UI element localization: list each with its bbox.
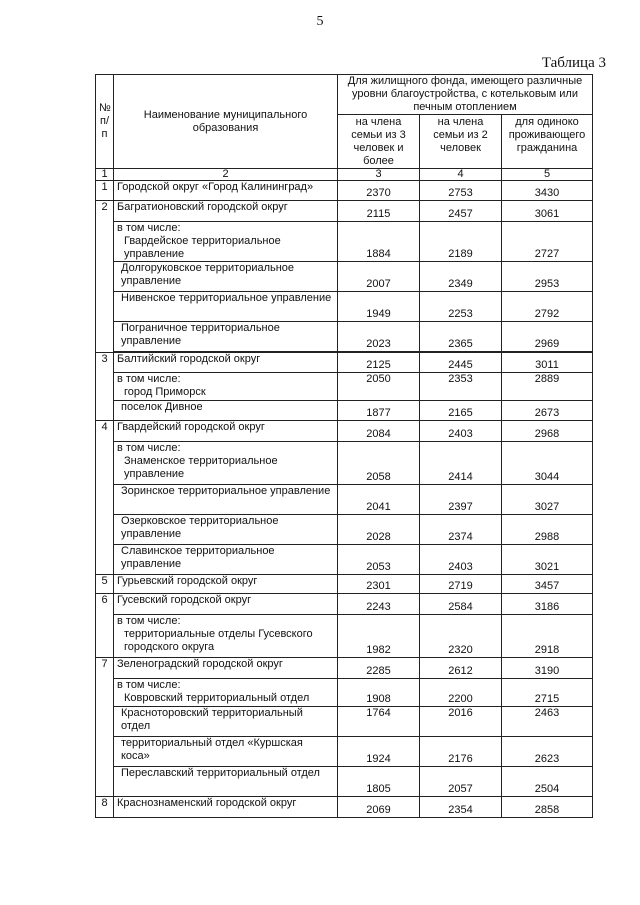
- table-row: [96, 615, 593, 658]
- value-col-5: 2889: [502, 373, 593, 401]
- row-name: Краснознаменский городской округ: [114, 797, 338, 818]
- row-name: Озерковское территориальное управление: [114, 515, 338, 545]
- in-that-number-label: в том числе:: [117, 373, 181, 385]
- value-col-4: 2719: [420, 575, 502, 594]
- value-col-3: 1924: [338, 737, 420, 767]
- row-name: [114, 373, 338, 401]
- table-row: [96, 575, 593, 594]
- table-row: [96, 292, 593, 322]
- value-col-4: 2403: [420, 421, 502, 442]
- row-name: Городской округ «Город Калининград»: [114, 181, 338, 201]
- row-name: Нивенское территориальное управление: [114, 292, 338, 322]
- row-name: Славинское территориальное управление: [114, 545, 338, 575]
- value-col-3: 2285: [338, 658, 420, 679]
- value-col-5: 2792: [502, 292, 593, 322]
- value-col-4: 2457: [420, 201, 502, 222]
- value-col-3: 2023: [338, 322, 420, 352]
- header-col-group: Для жилищного фонда, имеющего различные уровни благоустройства, с котельковым или печным отоплением: [338, 75, 593, 115]
- value-col-3: 1764: [338, 707, 420, 737]
- table-row: [96, 373, 593, 401]
- row-number: 7: [96, 658, 114, 797]
- table-row: [96, 353, 593, 373]
- value-col-3: 2053: [338, 545, 420, 575]
- value-col-3: 2115: [338, 201, 420, 222]
- value-col-5: 2623: [502, 737, 593, 767]
- in-that-number-label: в том числе:: [117, 679, 181, 691]
- value-col-4: 2584: [420, 594, 502, 615]
- column-number: 5: [502, 169, 593, 181]
- table-row: [96, 797, 593, 818]
- table-row: [96, 594, 593, 615]
- column-number: 4: [420, 169, 502, 181]
- in-that-number-label: в том числе:: [117, 615, 181, 627]
- value-col-5: 2858: [502, 797, 593, 818]
- row-name: Багратионовский городской округ: [114, 201, 338, 222]
- row-name: Переславский территориальный отдел: [114, 767, 338, 797]
- value-col-5: 3027: [502, 485, 593, 515]
- value-col-3: 2301: [338, 575, 420, 594]
- table-row: [96, 222, 593, 262]
- row-number: 1: [96, 181, 114, 201]
- value-col-4: 2165: [420, 401, 502, 421]
- value-col-3: 1949: [338, 292, 420, 322]
- row-name: Красноторовский территориальный отдел: [114, 707, 338, 737]
- value-col-4: 2397: [420, 485, 502, 515]
- value-col-3: 2041: [338, 485, 420, 515]
- value-col-4: 2353: [420, 373, 502, 401]
- value-col-3: 2069: [338, 797, 420, 818]
- table-row: [96, 515, 593, 545]
- value-col-3: 2084: [338, 421, 420, 442]
- value-col-5: 3190: [502, 658, 593, 679]
- value-col-3: 2243: [338, 594, 420, 615]
- value-col-5: 2504: [502, 767, 593, 797]
- column-number: 1: [96, 169, 114, 181]
- value-col-3: 2058: [338, 442, 420, 485]
- value-col-3: 2007: [338, 262, 420, 292]
- value-col-4: 2253: [420, 292, 502, 322]
- value-col-5: 2463: [502, 707, 593, 737]
- column-number: 2: [114, 169, 338, 181]
- row-name: [114, 442, 338, 485]
- header-col-5: для одиноко проживающего гражданина: [502, 115, 593, 169]
- value-col-4: 2753: [420, 181, 502, 201]
- value-col-5: 2673: [502, 401, 593, 421]
- value-col-5: 3186: [502, 594, 593, 615]
- in-that-number-label: в том числе:: [117, 442, 181, 454]
- row-name: Зеленоградский городской округ: [114, 658, 338, 679]
- value-col-3: 1908: [338, 679, 420, 707]
- value-col-4: 2016: [420, 707, 502, 737]
- value-col-4: 2403: [420, 545, 502, 575]
- table-row: [96, 707, 593, 737]
- column-number: 3: [338, 169, 420, 181]
- value-col-3: 2050: [338, 373, 420, 401]
- row-name: Долгоруковское территориальное управление: [114, 262, 338, 292]
- row-number: 2: [96, 201, 114, 353]
- value-col-4: 2612: [420, 658, 502, 679]
- value-col-3: 1805: [338, 767, 420, 797]
- row-name: территориальный отдел «Куршская коса»: [114, 737, 338, 767]
- value-col-5: 3044: [502, 442, 593, 485]
- in-that-number-label: в том числе:: [117, 222, 181, 234]
- table-row: [96, 679, 593, 707]
- table-row: [96, 181, 593, 201]
- value-col-4: 2200: [420, 679, 502, 707]
- table-row: [96, 737, 593, 767]
- row-name: Гвардейский городской округ: [114, 421, 338, 442]
- value-col-3: 1877: [338, 401, 420, 421]
- table-row: [96, 322, 593, 352]
- value-col-5: 3021: [502, 545, 593, 575]
- row-name: поселок Дивное: [114, 401, 338, 421]
- sub-row-name: территориальные отделы Гусевского городского округа: [124, 628, 313, 653]
- table-row: [96, 545, 593, 575]
- page-number: 5: [316, 14, 324, 29]
- value-col-5: 3430: [502, 181, 593, 201]
- value-col-4: 2374: [420, 515, 502, 545]
- value-col-4: 2176: [420, 737, 502, 767]
- value-col-3: 1884: [338, 222, 420, 262]
- row-name: Зоринское территориальное управление: [114, 485, 338, 515]
- value-col-5: 3457: [502, 575, 593, 594]
- value-col-4: 2354: [420, 797, 502, 818]
- value-col-5: 2969: [502, 322, 593, 352]
- header-col-name: Наименование муниципального образования: [114, 75, 338, 169]
- row-name: [114, 222, 338, 262]
- value-col-4: 2445: [420, 353, 502, 373]
- allowance-table: [95, 74, 593, 818]
- value-col-5: 2715: [502, 679, 593, 707]
- sub-row-name: город Приморск: [124, 386, 206, 398]
- row-name: [114, 615, 338, 658]
- value-col-3: 2125: [338, 353, 420, 373]
- row-number: 6: [96, 594, 114, 658]
- value-col-4: 2365: [420, 322, 502, 352]
- column-number-row: [96, 169, 593, 181]
- sub-row-name: Гвардейское территориальное управление: [124, 235, 281, 260]
- row-name: Балтийский городской округ: [114, 353, 338, 373]
- value-col-4: 2414: [420, 442, 502, 485]
- row-name: [114, 679, 338, 707]
- value-col-4: 2349: [420, 262, 502, 292]
- value-col-4: 2320: [420, 615, 502, 658]
- row-number: 8: [96, 797, 114, 818]
- sub-row-name: Знаменское территориальное управление: [124, 455, 278, 480]
- value-col-3: 2370: [338, 181, 420, 201]
- value-col-5: 2727: [502, 222, 593, 262]
- sub-row-name: Ковровский территориальный отдел: [124, 692, 310, 704]
- value-col-5: 2988: [502, 515, 593, 545]
- value-col-5: 2953: [502, 262, 593, 292]
- header-col-number: № п/п: [96, 75, 114, 169]
- row-name: Гусевский городской округ: [114, 594, 338, 615]
- table-row: [96, 485, 593, 515]
- table-row: [96, 201, 593, 222]
- value-col-4: 2189: [420, 222, 502, 262]
- table-row: [96, 262, 593, 292]
- table-row: [96, 767, 593, 797]
- value-col-3: 2028: [338, 515, 420, 545]
- row-name: Пограничное территориальное управление: [114, 322, 338, 352]
- value-col-5: 3011: [502, 353, 593, 373]
- value-col-3: 1982: [338, 615, 420, 658]
- table-row: [96, 401, 593, 421]
- value-col-5: 2918: [502, 615, 593, 658]
- table-row: [96, 442, 593, 485]
- table-row: [96, 421, 593, 442]
- header-col-3: на члена семьи из 3 человек и более: [338, 115, 420, 169]
- value-col-5: 3061: [502, 201, 593, 222]
- table-row: [96, 658, 593, 679]
- row-number: 4: [96, 421, 114, 575]
- row-number: 5: [96, 575, 114, 594]
- table-caption: Таблица 3: [541, 55, 606, 71]
- row-number: 3: [96, 353, 114, 421]
- value-col-5: 2968: [502, 421, 593, 442]
- row-name: Гурьевский городской округ: [114, 575, 338, 594]
- value-col-4: 2057: [420, 767, 502, 797]
- header-col-4: на члена семьи из 2 человек: [420, 115, 502, 169]
